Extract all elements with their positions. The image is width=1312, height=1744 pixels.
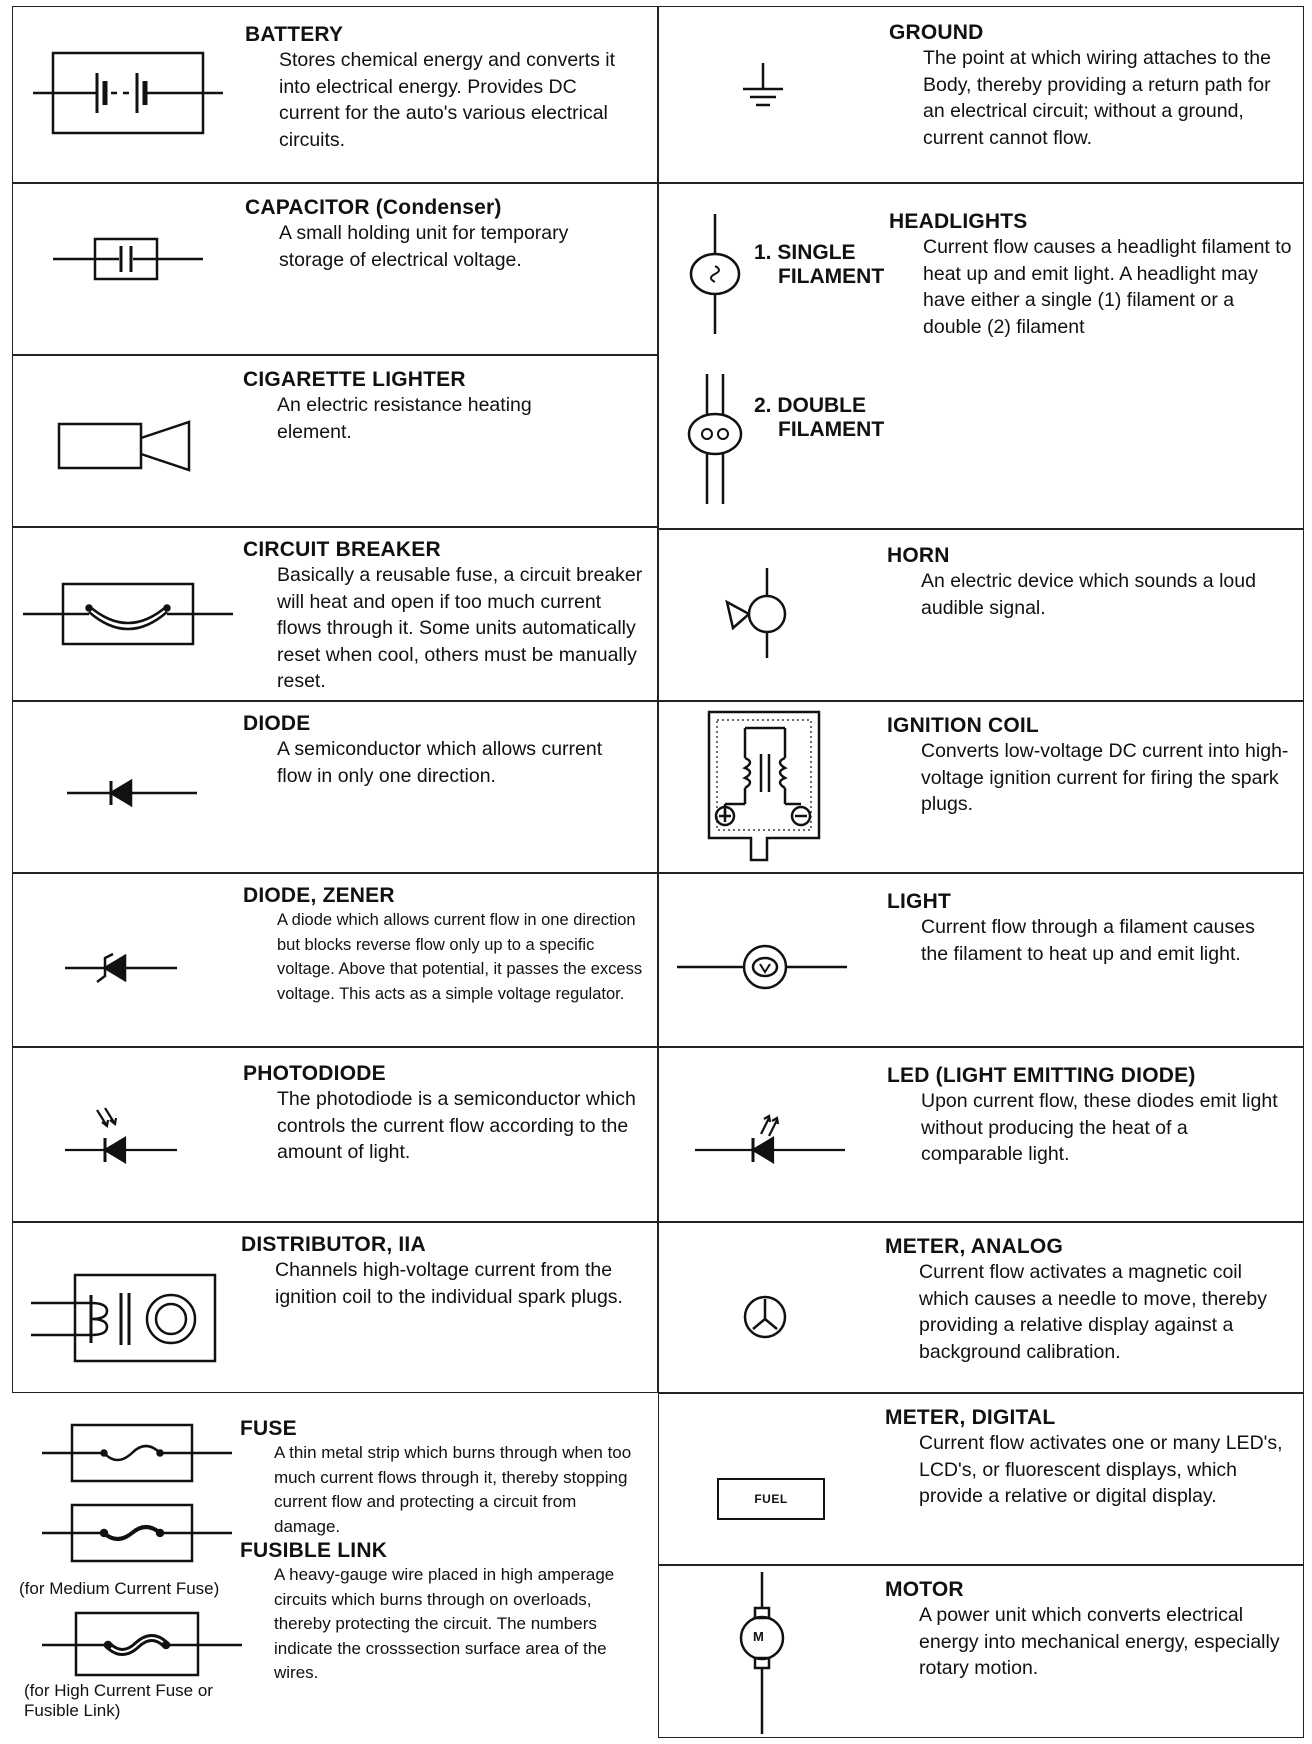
ground-title: GROUND bbox=[889, 21, 984, 44]
fusible-link-title: FUSIBLE LINK bbox=[240, 1539, 388, 1562]
digital-meter-title: METER, DIGITAL bbox=[885, 1406, 1056, 1429]
horn-cell bbox=[658, 529, 1304, 701]
fuse-cell bbox=[12, 1393, 658, 1738]
motor-description: A power unit which converts electrical energy into mechanical energy, especially rotary motion. bbox=[919, 1604, 1280, 1679]
distributor-symbol-icon bbox=[31, 1273, 221, 1368]
horn-title: HORN bbox=[887, 544, 950, 567]
zener-diode-symbol-icon bbox=[65, 950, 177, 991]
light-description: Current flow through a filament causes the filament to heat up and emit light. bbox=[921, 916, 1255, 965]
distributor-description: Channels high-voltage current from the ignition coil to the individual spark plugs. bbox=[275, 1259, 623, 1308]
double-filament-headlight-icon bbox=[681, 374, 741, 509]
headlights-cell bbox=[658, 183, 1304, 529]
ground-symbol-icon bbox=[741, 63, 785, 122]
diode-symbol-icon bbox=[67, 778, 197, 813]
battery-description: Stores chemical energy and converts it into electrical energy. Provides DC current for the auto's various electrical circuits. bbox=[279, 49, 615, 151]
headlights-title: HEADLIGHTS bbox=[889, 210, 1028, 233]
digital-meter-cell bbox=[658, 1393, 1304, 1565]
fuse-description: A thin metal strip which burns through when too much current flows through it, thereby stopping current flow and protecting a circuit from damage. bbox=[274, 1443, 632, 1536]
symbol-chart bbox=[12, 6, 1304, 1738]
light-title: LIGHT bbox=[887, 890, 951, 913]
led-title: LED (LIGHT EMITTING DIODE) bbox=[887, 1064, 1196, 1087]
battery-cell bbox=[12, 6, 658, 183]
zener-diode-description: A diode which allows current flow in one direction but blocks reverse flow only up to a specific voltage. Above that potential, it passes the excess voltage. This acts as a simple voltage regulator. bbox=[277, 911, 643, 1003]
left-column bbox=[12, 6, 658, 1738]
cigarette-lighter-description: An electric resistance heating element. bbox=[277, 394, 532, 443]
photodiode-symbol-icon bbox=[65, 1106, 177, 1171]
ground-description: The point at which wiring attaches to the Body, thereby providing a return path for an electrical circuit; without a ground, current cannot flow. bbox=[923, 47, 1271, 149]
analog-meter-title: METER, ANALOG bbox=[885, 1235, 1063, 1258]
motor-title: MOTOR bbox=[885, 1578, 964, 1601]
ignition-coil-description: Converts low-voltage DC current into high-voltage ignition current for firing the spark plugs. bbox=[921, 740, 1289, 815]
circuit-breaker-symbol-icon bbox=[23, 582, 233, 653]
medium-current-fuse-icon bbox=[42, 1503, 232, 1568]
capacitor-description: A small holding unit for temporary storage of electrical voltage. bbox=[279, 222, 569, 271]
led-description: Upon current flow, these diodes emit light without producing the heat of a comparable light. bbox=[921, 1090, 1278, 1165]
distributor-title: DISTRIBUTOR, IIA bbox=[241, 1233, 426, 1256]
circuit-breaker-cell bbox=[12, 527, 658, 701]
cigarette-lighter-symbol-icon bbox=[59, 418, 199, 479]
right-column bbox=[658, 6, 1304, 1738]
distributor-cell bbox=[12, 1222, 658, 1393]
light-symbol-icon bbox=[677, 942, 847, 997]
circuit-breaker-description: Basically a reusable fuse, a circuit breaker will heat and open if too much current flows through it. Some units automatically reset when cool, others must be manually reset. bbox=[277, 564, 643, 692]
led-symbol-icon bbox=[695, 1104, 845, 1171]
analog-meter-symbol-icon bbox=[741, 1293, 789, 1346]
cigarette-lighter-cell bbox=[12, 355, 658, 527]
fuse-symbol-icon bbox=[42, 1423, 232, 1488]
high-current-fuse-caption: (for High Current Fuse or Fusible Link) bbox=[24, 1681, 213, 1720]
zener-diode-title: DIODE, ZENER bbox=[243, 884, 395, 907]
ground-cell bbox=[658, 6, 1304, 183]
headlights-description: Current flow causes a headlight filament to heat up and emit light. A headlight may have either a single (1) filament or a double (2) filament bbox=[923, 236, 1292, 338]
horn-symbol-icon bbox=[725, 568, 795, 663]
battery-symbol-icon bbox=[33, 43, 223, 148]
motor-symbol-label: M bbox=[753, 1629, 764, 1644]
photodiode-title: PHOTODIODE bbox=[243, 1062, 386, 1085]
ignition-coil-title: IGNITION COIL bbox=[887, 714, 1039, 737]
motor-symbol-icon bbox=[737, 1572, 787, 1739]
headlight-symbol-icon bbox=[681, 214, 741, 339]
high-current-fuse-icon bbox=[42, 1611, 242, 1682]
horn-description: An electric device which sounds a loud audible signal. bbox=[921, 570, 1256, 619]
digital-meter-display-text: FUEL bbox=[754, 1492, 788, 1506]
diode-title: DIODE bbox=[243, 712, 311, 735]
light-cell bbox=[658, 873, 1304, 1047]
diode-description: A semiconductor which allows current flow in only one direction. bbox=[277, 738, 603, 787]
led-cell bbox=[658, 1047, 1304, 1222]
cigarette-lighter-title: CIGARETTE LIGHTER bbox=[243, 368, 466, 391]
capacitor-symbol-icon bbox=[53, 234, 203, 289]
digital-meter-symbol-icon bbox=[717, 1478, 825, 1520]
ignition-coil-symbol-icon bbox=[705, 710, 825, 875]
motor-cell bbox=[658, 1565, 1304, 1738]
fusible-link-description: A heavy-gauge wire placed in high amperage circuits which burns through on overloads, thereby protecting the circuit. The numbers indicate the crosssection surface area of the wires. bbox=[274, 1565, 615, 1682]
medium-current-fuse-caption: (for Medium Current Fuse) bbox=[19, 1579, 220, 1598]
fuse-title: FUSE bbox=[240, 1417, 297, 1440]
battery-title: BATTERY bbox=[245, 23, 344, 46]
digital-meter-description: Current flow activates one or many LED's, LCD's, or fluorescent displays, which provide a relative or digital display. bbox=[919, 1432, 1283, 1507]
photodiode-description: The photodiode is a semiconductor which controls the current flow according to the amount of light. bbox=[277, 1088, 636, 1163]
photodiode-cell bbox=[12, 1047, 658, 1222]
ignition-coil-cell bbox=[658, 701, 1304, 873]
circuit-breaker-title: CIRCUIT BREAKER bbox=[243, 538, 441, 561]
zener-diode-cell bbox=[12, 873, 658, 1047]
analog-meter-cell bbox=[658, 1222, 1304, 1393]
double-filament-label: 2. DOUBLE FILAMENT bbox=[754, 394, 885, 441]
diode-cell bbox=[12, 701, 658, 873]
single-filament-label: 1. SINGLE FILAMENT bbox=[754, 241, 885, 288]
capacitor-title: CAPACITOR (Condenser) bbox=[245, 196, 502, 219]
analog-meter-description: Current flow activates a magnetic coil which causes a needle to move, thereby providing a relative display against a background calibration. bbox=[919, 1261, 1267, 1363]
capacitor-cell bbox=[12, 183, 658, 355]
